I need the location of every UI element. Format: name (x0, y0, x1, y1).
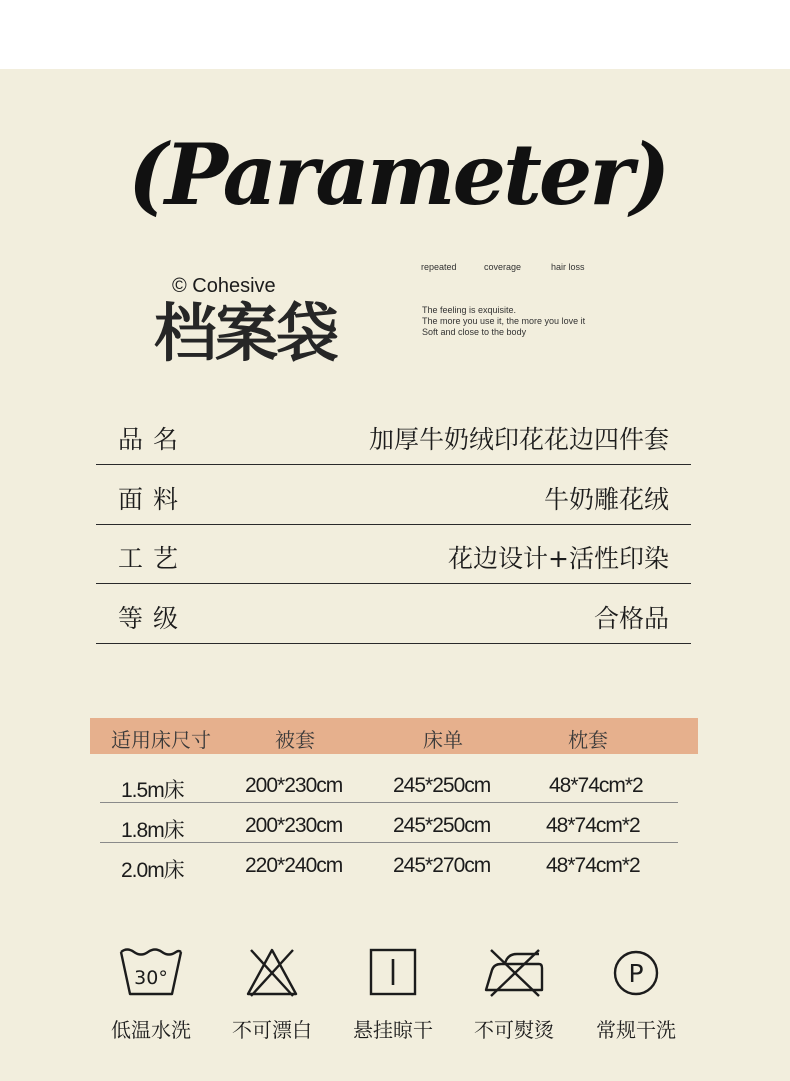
tag-coverage: coverage (484, 262, 522, 272)
care-label: 不可熨烫 (474, 1018, 554, 1042)
cell-duvet-cover: 200*230cm (245, 814, 343, 837)
tag-hair-loss: hair loss (551, 262, 585, 272)
slogan (422, 305, 585, 338)
header-bed-size: 适用床尺寸 (111, 728, 211, 752)
param-label: 等级 (118, 604, 189, 633)
header-bed-sheet: 床单 (423, 728, 463, 752)
page-title: (Parameter) (128, 125, 668, 224)
brand-name: © Cohesive (172, 275, 276, 297)
care-item-dry-clean (586, 944, 686, 1043)
cell-bed-sheet: 245*270cm (393, 854, 491, 877)
table-row (100, 803, 678, 843)
header-duvet-cover: 被套 (275, 728, 315, 752)
param-row-name (96, 405, 691, 465)
cell-duvet-cover: 220*240cm (245, 854, 343, 877)
cell-bed-sheet: 245*250cm (393, 814, 491, 837)
care-label: 低温水洗 (111, 1018, 191, 1042)
header-pillowcase: 枕套 (568, 728, 608, 752)
param-value: 合格品 (593, 604, 669, 633)
tag-repeated: repeated (421, 262, 457, 272)
param-row-fabric (96, 465, 691, 525)
size-table-header (90, 718, 698, 754)
cell-bed-size: 2.0m床 (121, 859, 184, 882)
cell-bed-size: 1.5m床 (121, 779, 184, 802)
no-iron-icon (481, 944, 547, 1000)
dry-clean-p-icon (603, 944, 669, 1000)
cell-duvet-cover: 200*230cm (245, 774, 343, 797)
wash-temp: 30° (134, 967, 168, 989)
care-item-no-iron (464, 944, 564, 1043)
no-bleach-icon (239, 944, 305, 1000)
wash-30-icon (118, 944, 184, 1000)
param-row-craft (96, 524, 691, 584)
cell-bed-sheet: 245*250cm (393, 774, 491, 797)
table-row (100, 763, 678, 803)
param-label: 品名 (118, 425, 189, 454)
care-label: 悬挂晾干 (353, 1018, 433, 1042)
dry-clean-symbol: P (628, 959, 644, 988)
care-item-hang-dry (343, 944, 443, 1043)
slogan-line: The more you use it, the more you love it (422, 316, 586, 326)
param-value: 加厚牛奶绒印花花边四件套 (368, 425, 669, 454)
care-label: 不可漂白 (232, 1018, 312, 1042)
param-row-grade (96, 584, 691, 644)
care-item-wash (101, 944, 201, 1043)
table-row (100, 843, 678, 883)
care-item-no-bleach (222, 944, 322, 1043)
cell-pillowcase: 48*74cm*2 (546, 854, 640, 877)
care-label: 常规干洗 (596, 1018, 676, 1042)
cell-bed-size: 1.8m床 (121, 819, 184, 842)
hang-dry-icon (360, 944, 426, 1000)
slogan-line: Soft and close to the body (422, 327, 527, 337)
param-value: 花边设计+活性印染 (448, 544, 669, 573)
brand-logo-text: 档案袋 (154, 297, 337, 370)
param-label: 面料 (118, 485, 189, 514)
param-value: 牛奶雕花绒 (543, 485, 669, 514)
param-label: 工艺 (118, 544, 189, 573)
cell-pillowcase: 48*74cm*2 (549, 774, 643, 797)
slogan-line: The feeling is exquisite. (422, 305, 517, 315)
cell-pillowcase: 48*74cm*2 (546, 814, 640, 837)
